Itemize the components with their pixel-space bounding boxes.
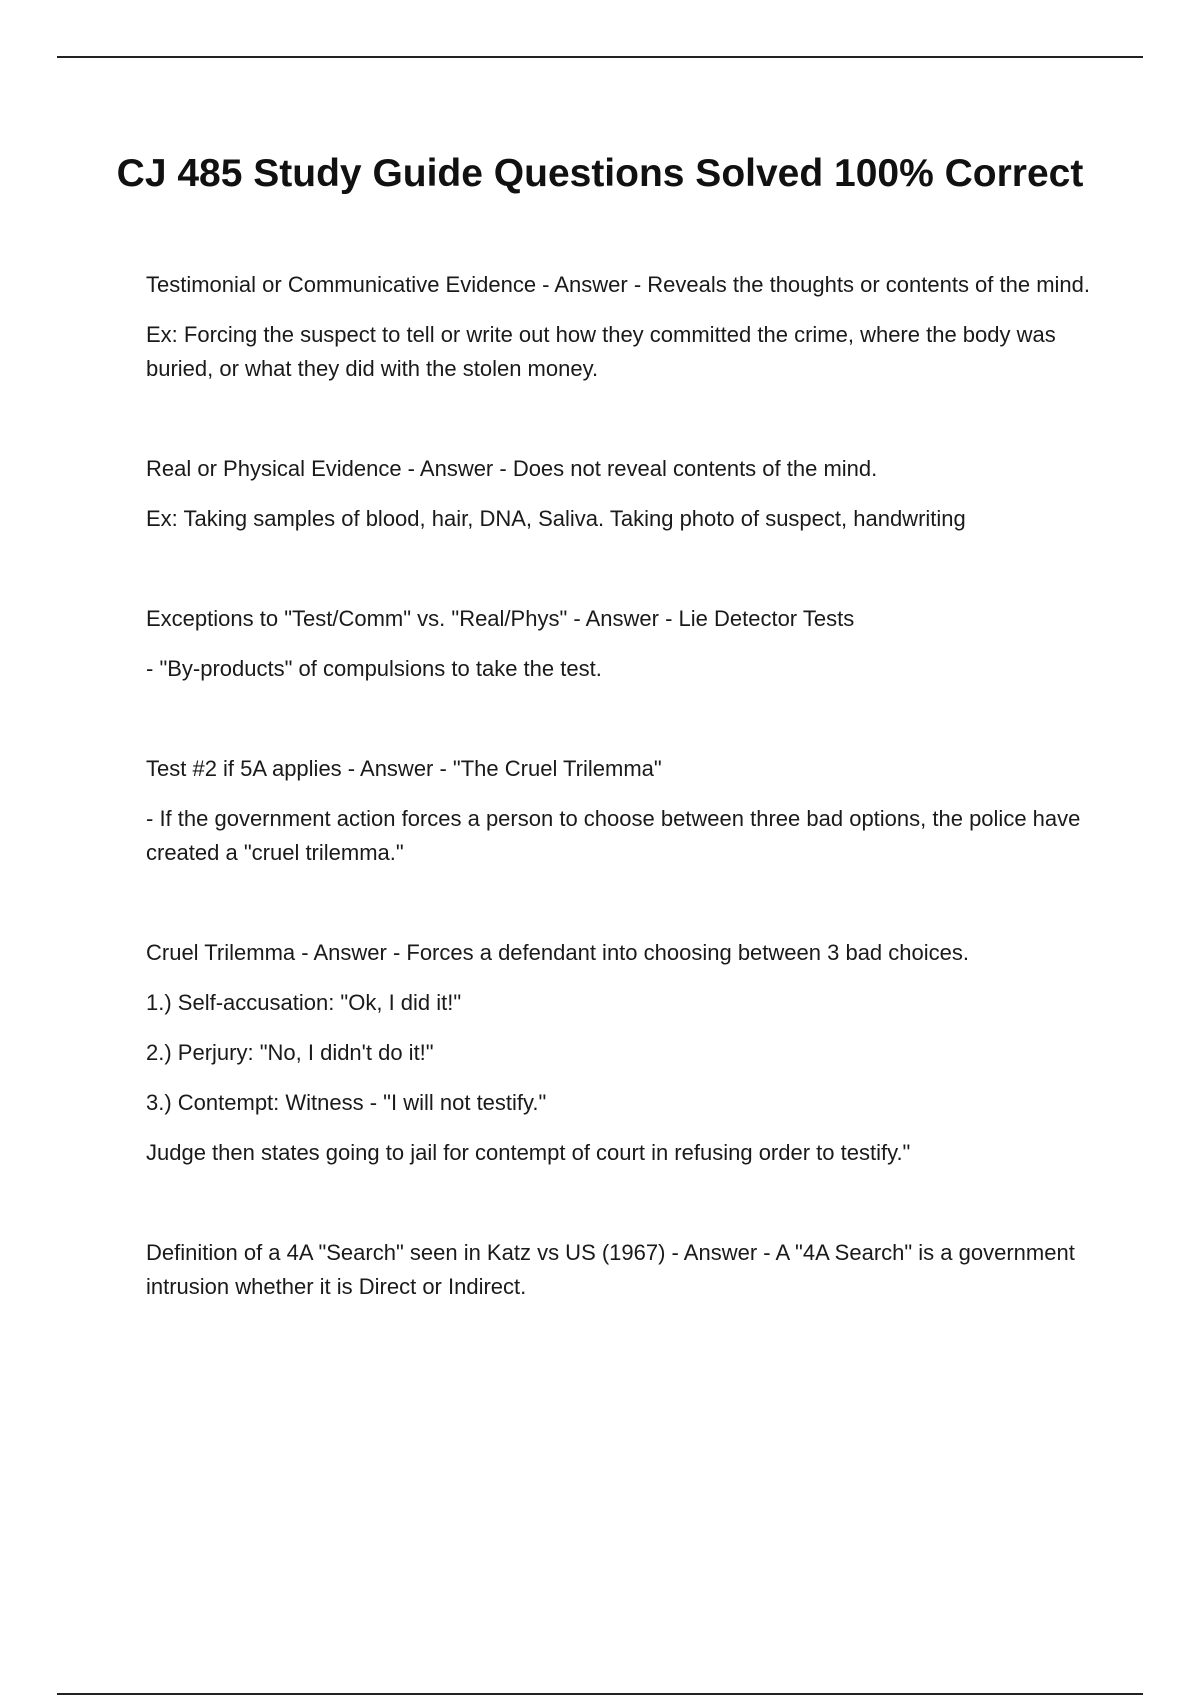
qa-question: Test #2 if 5A applies - Answer - "The Cruel Trilemma"	[146, 756, 662, 781]
document-body	[146, 268, 1096, 1370]
qa-question: Cruel Trilemma - Answer - Forces a defendant into choosing between 3 bad choices.	[146, 940, 969, 965]
qa-entry	[146, 268, 1096, 386]
bottom-rule	[57, 1693, 1143, 1695]
qa-detail: - If the government action forces a person to choose between three bad options, the police have created a "cruel trilemma."	[146, 806, 1081, 865]
qa-detail: 3.) Contempt: Witness - "I will not testify."	[146, 1090, 547, 1115]
qa-entry	[146, 1236, 1096, 1304]
qa-detail: - "By-products" of compulsions to take the test.	[146, 656, 602, 681]
qa-question: Real or Physical Evidence - Answer - Does not reveal contents of the mind.	[146, 456, 878, 481]
top-rule	[57, 56, 1143, 58]
qa-detail: Ex: Forcing the suspect to tell or write out how they committed the crime, where the body was buried, or what they did with the stolen money.	[146, 322, 1056, 381]
qa-question: Definition of a 4A "Search" seen in Katz vs US (1967) - Answer - A "4A Search" is a government intrusion whether it is Direct or Indirect.	[146, 1240, 1075, 1299]
qa-entry	[146, 452, 1096, 536]
qa-detail: Ex: Taking samples of blood, hair, DNA, Saliva. Taking photo of suspect, handwriting	[146, 506, 966, 531]
qa-question: Testimonial or Communicative Evidence - Answer - Reveals the thoughts or contents of the mind.	[146, 272, 1091, 297]
qa-detail: 1.) Self-accusation: "Ok, I did it!"	[146, 990, 462, 1015]
qa-question: Exceptions to "Test/Comm" vs. "Real/Phys" - Answer - Lie Detector Tests	[146, 606, 855, 631]
qa-detail: 2.) Perjury: "No, I didn't do it!"	[146, 1040, 434, 1065]
document-title: CJ 485 Study Guide Questions Solved 100% Correct	[116, 152, 1084, 195]
qa-entry	[146, 602, 1096, 686]
qa-detail: Judge then states going to jail for contempt of court in refusing order to testify."	[146, 1140, 911, 1165]
qa-entry	[146, 936, 1096, 1170]
qa-entry	[146, 752, 1096, 870]
